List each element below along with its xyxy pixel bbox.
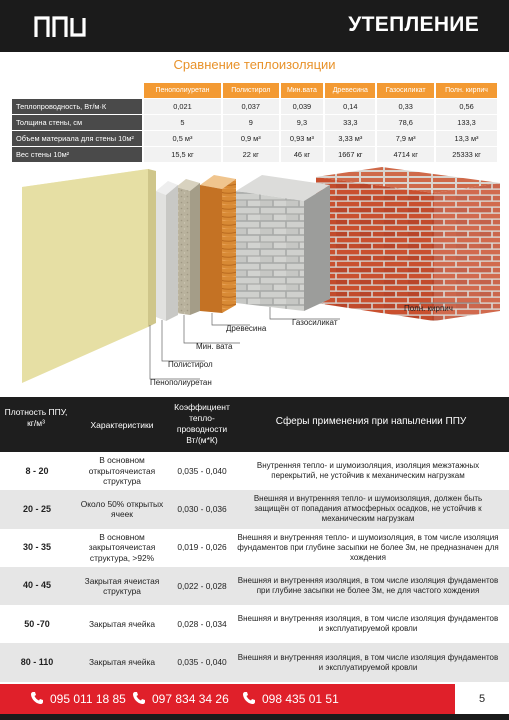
ppu-panel-edge — [148, 169, 156, 327]
table-row — [0, 452, 509, 490]
comparison-title: Сравнение теплоизоляции — [173, 57, 336, 72]
table-cell: 0,037 — [223, 99, 279, 114]
comparison-row — [12, 99, 497, 114]
comparison-row — [12, 115, 497, 130]
table-cell: 7,9 м³ — [377, 131, 434, 146]
coefficient-cell: 0,035 - 0,040 — [177, 465, 227, 476]
material-header: Газосиликат — [377, 83, 434, 98]
row-label: Вес стены 10м² — [12, 147, 142, 162]
header-density: Плотность ППУ, кг/м³ — [4, 407, 68, 429]
table-cell: 22 кг — [223, 147, 279, 162]
properties-table — [0, 452, 509, 682]
comparison-corner — [12, 83, 142, 98]
table-row — [0, 490, 509, 528]
material-header: Полистирол — [223, 83, 279, 98]
table-cell: 1667 кг — [325, 147, 375, 162]
phone-icon — [30, 691, 44, 705]
density-cell: 20 - 25 — [22, 503, 52, 514]
table-cell: 25333 кг — [436, 147, 497, 162]
table-cell: 0,93 м³ — [281, 131, 324, 146]
material-header: Мин.вата — [281, 83, 324, 98]
table-row — [0, 643, 509, 681]
coefficient-cell: 0,028 - 0,034 — [177, 619, 227, 630]
row-label: Теплопроводность, Вт/м·К — [12, 99, 142, 114]
label-polystyrene: Полистирол — [168, 360, 213, 369]
table-row — [0, 529, 509, 567]
comparison-table — [10, 82, 499, 163]
phone-link[interactable]: 097 834 34 26 — [152, 692, 229, 706]
header-applications: Сферы применения при напылении ППУ — [275, 416, 467, 427]
characteristics-cell: В основном закрытоячеистая структура, >92% — [88, 531, 156, 563]
polystyrene-wall-face — [156, 191, 166, 321]
table-cell: 0,56 — [436, 99, 497, 114]
table-cell: 46 кг — [281, 147, 324, 162]
ppu-logo — [34, 16, 86, 38]
table-cell: 0,33 — [377, 99, 434, 114]
wall-thickness-illustration — [0, 165, 509, 395]
phone-link[interactable]: 095 011 18 85 — [50, 692, 126, 706]
material-header: Полн. кирпич — [436, 83, 497, 98]
characteristics-cell: Закрытая ячеистая структура — [84, 575, 160, 597]
table-cell: 0,5 м³ — [144, 131, 221, 146]
applications-cell: Внешняя и внутренняя изоляция, в том числе изоляция фундаментов и эксплуатируемой кровли — [237, 614, 499, 634]
coefficient-cell: 0,019 - 0,026 — [177, 542, 227, 553]
material-header: Пенополиуретан — [144, 83, 221, 98]
material-header: Древесина — [325, 83, 375, 98]
table-cell: 0,021 — [144, 99, 221, 114]
brick-wall-face — [316, 177, 434, 321]
row-label: Объем материала для стены 10м² — [12, 131, 142, 146]
header-coefficient: Коэффициент тепло- проводности Вт/(м*К) — [174, 402, 230, 446]
table-cell: 33,3 — [325, 115, 375, 130]
row-label: Толщина стены, см — [12, 115, 142, 130]
phone-link[interactable]: 098 435 01 51 — [262, 692, 339, 706]
page-header — [0, 0, 509, 52]
density-cell: 40 - 45 — [22, 580, 52, 591]
label-brick: Полн. кирпич — [404, 304, 453, 313]
gas-wall-side — [304, 185, 330, 311]
label-wood: Древесина — [226, 324, 267, 333]
polystyrene-wall-side — [166, 185, 178, 321]
density-cell: 8 - 20 — [25, 465, 49, 476]
applications-cell: Внешняя и внутренняя изоляция, в том числе изоляция фундаментов и эксплуатируемой кровли — [237, 652, 499, 672]
label-ppu: Пенополиуретан — [150, 378, 212, 387]
minwool-wall-side — [190, 183, 200, 315]
label-minwool: Мин. вата — [196, 342, 233, 351]
applications-cell: Внешняя и внутренняя тепло- и шумоизоляция, должен быть защищён от попадания атмосферных осадков, не устойчив к механическим нагрузкам — [253, 494, 483, 524]
table-cell: 9,3 — [281, 115, 324, 130]
brick-wall-side — [434, 183, 500, 321]
comparison-row — [12, 147, 497, 162]
coefficient-cell: 0,035 - 0,040 — [177, 657, 227, 668]
phone-icon — [242, 691, 256, 705]
coefficient-cell: 0,030 - 0,036 — [177, 504, 227, 515]
characteristics-cell: В основном открытоячеистая структура — [88, 455, 156, 487]
wood-wall-face — [200, 185, 222, 313]
gas-wall-face — [236, 191, 304, 311]
phone-icon — [132, 691, 146, 705]
table-cell: 3,33 м³ — [325, 131, 375, 146]
label-gas: Газосиликат — [292, 318, 338, 327]
table-cell: 133,3 — [436, 115, 497, 130]
table-cell: 15,5 кг — [144, 147, 221, 162]
footer-contacts-bar — [0, 684, 509, 714]
leader-ppu — [150, 325, 200, 379]
comparison-row — [12, 131, 497, 146]
characteristics-cell: Около 50% открытых ячеек — [80, 498, 164, 520]
table-cell: 13,3 м³ — [436, 131, 497, 146]
characteristics-cell: Закрытая ячейка — [88, 619, 156, 630]
page-title: УТЕПЛЕНИЕ — [348, 13, 479, 36]
density-cell: 50 -70 — [24, 618, 50, 629]
table-cell: 9 — [223, 115, 279, 130]
table-cell: 0,9 м³ — [223, 131, 279, 146]
table-cell: 0,14 — [325, 99, 375, 114]
table-row — [0, 567, 509, 605]
properties-table-header — [0, 397, 509, 452]
page-number: 5 — [455, 684, 509, 714]
ppu-panel-face — [22, 169, 148, 383]
footer-strip — [0, 714, 509, 720]
density-cell: 30 - 35 — [22, 542, 52, 553]
applications-cell: Внутренняя тепло- и шумоизоляция, изоляция межэтажных перекрытий, не устойчив к механическим нагрузкам — [256, 461, 480, 481]
table-cell: 5 — [144, 115, 221, 130]
table-cell: 0,039 — [281, 99, 324, 114]
applications-cell: Внешняя и внутренняя изоляция, в том числе изоляция фундаментов при глубине засыпки не более 3м, не для частого хождения — [237, 576, 499, 596]
characteristics-cell: Закрытая ячейка — [88, 657, 156, 668]
table-cell: 4714 кг — [377, 147, 434, 162]
wood-wall-side — [222, 179, 236, 313]
minwool-wall-face — [176, 187, 190, 315]
comparison-header-row — [12, 83, 497, 98]
coefficient-cell: 0,022 - 0,028 — [177, 580, 227, 591]
header-characteristics: Характеристики — [90, 420, 154, 430]
applications-cell: Внешняя и внутренняя тепло- и шумоизоляция, в том числе изоляция фундаментов при глубине засыпки не более 3м, не предназначен для хождения — [237, 532, 499, 562]
leader-polystyrene — [162, 320, 205, 361]
table-row — [0, 605, 509, 643]
density-cell: 80 - 110 — [20, 657, 54, 667]
table-cell: 78,6 — [377, 115, 434, 130]
